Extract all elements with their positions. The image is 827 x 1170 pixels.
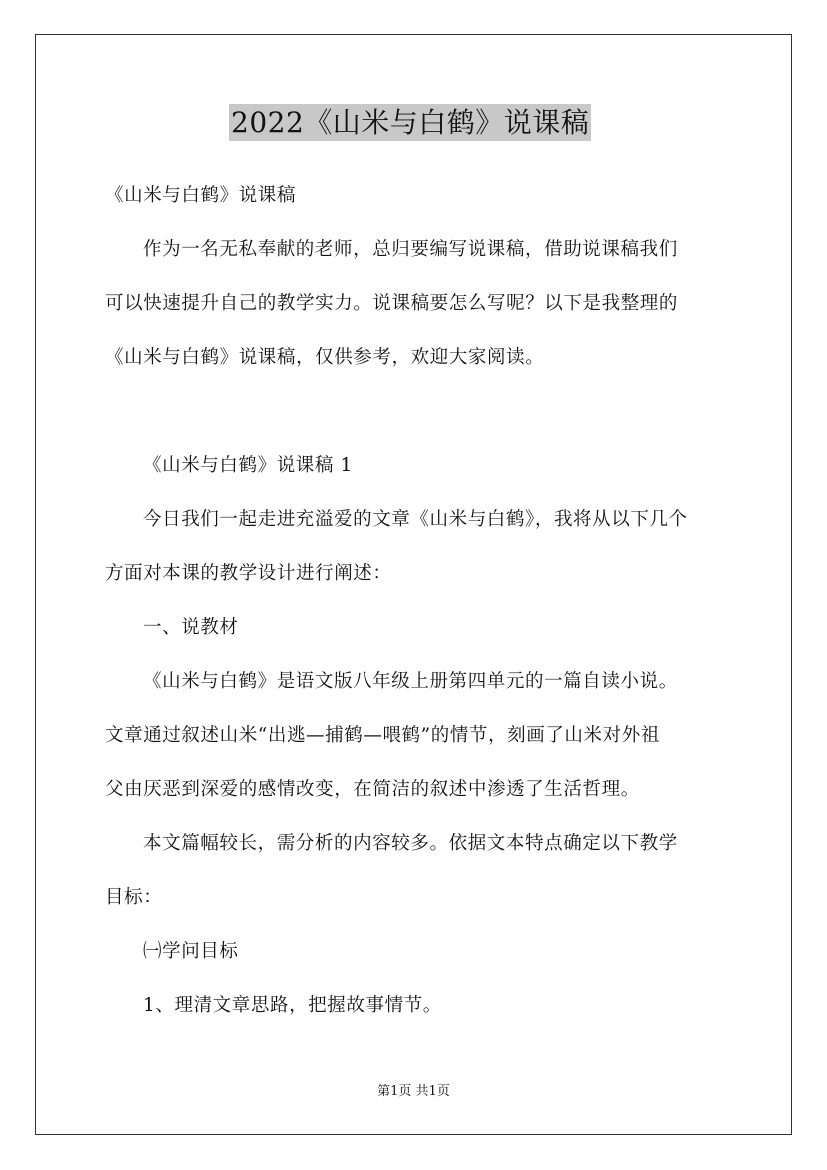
document-subtitle: 《山米与白鹤》说课稿 — [105, 185, 297, 206]
body-line-10: 1、理清文章思路，把握故事情节。 — [143, 995, 442, 1016]
section-heading: 《山米与白鹤》说课稿 1 — [143, 455, 353, 476]
intro-line-1: 作为一名无私奉献的老师，总归要编写说课稿，借助说课稿我们 — [143, 239, 678, 260]
intro-line-3: 《山米与白鹤》说课稿，仅供参考，欢迎大家阅读。 — [105, 347, 545, 368]
body-line-9: ㈠学问目标 — [143, 941, 239, 962]
body-line-6: 父由厌恶到深爱的感情改变，在简洁的叙述中渗透了生活哲理。 — [105, 779, 640, 800]
body-line-7: 本文篇幅较长，需分析的内容较多。依据文本特点确定以下教学 — [143, 833, 678, 854]
body-line-1: 今日我们一起走进充溢爱的文章《山米与白鹤》，我将从以下几个 — [143, 509, 688, 530]
body-line-8: 目标： — [105, 887, 163, 908]
body-line-4: 《山米与白鹤》是语文版八年级上册第四单元的一篇自读小说。 — [143, 671, 678, 692]
body-line-3: 一、说教材 — [143, 617, 239, 638]
body-line-2: 方面对本课的教学设计进行阐述： — [105, 563, 392, 584]
page-footer: 第1页 共1页 — [377, 1084, 450, 1099]
intro-line-2: 可以快速提升自己的教学实力。说课稿要怎么写呢？以下是我整理的 — [105, 293, 679, 314]
document-title: 2022《山米与白鹤》说课稿 — [231, 106, 590, 139]
body-line-5: 文章通过叙述山米“出逃—捕鹤—喂鹤”的情节，刻画了山米对外祖 — [105, 725, 660, 746]
